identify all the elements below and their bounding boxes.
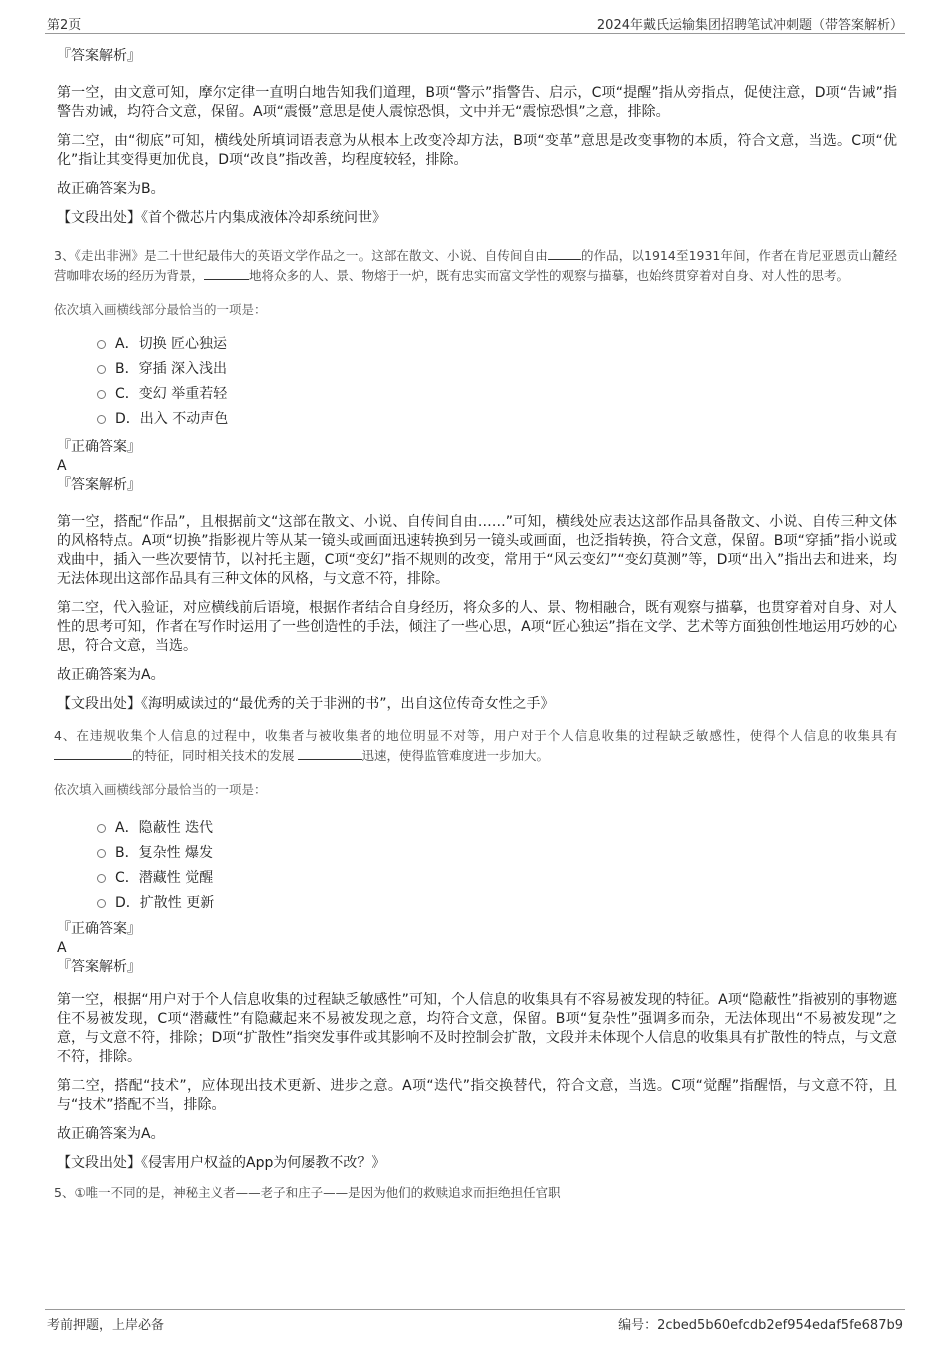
option-text: 潜藏性 觉醒 xyxy=(138,869,214,886)
question-stem: 5、①唯一不同的是，神秘主义者——老子和庄子——是因为他们的救赎追求而拒绝担任官职 xyxy=(54,1185,561,1200)
option-letter: B． xyxy=(115,360,139,377)
footer-divider xyxy=(45,1309,905,1310)
conclusion: 故正确答案为B。 xyxy=(57,181,165,197)
conclusion: 故正确答案为A。 xyxy=(57,667,165,683)
question-instruction: 依次填入画横线部分最恰当的一项是： xyxy=(54,302,267,317)
footer-slogan: 考前押题，上岸必备 xyxy=(47,1318,165,1333)
option-letter: C． xyxy=(115,869,139,886)
option-list xyxy=(57,330,897,430)
analysis-paragraph: 第一空，根据“用户对于个人信息收集的过程缺乏敏感性”可知，个人信息的收集具有不容易被发现的特征。A项“隐蔽性”指被别的事物遮住不易被发现，C项“潜藏性”有隐藏起来不易被发现之意，均符合文意，保留。B项“复杂性”强调多而杂，无法体现出“不易被发现”之意，与文意不符，排除；D项“扩散性”指突发事件或其影响不及时控制会扩散，文段并未体现个人信息的收集具有扩散性的特点，与文意不符，排除。 xyxy=(57,992,897,1065)
page-number: 第2页 xyxy=(47,18,82,33)
radio-icon[interactable] xyxy=(97,390,106,399)
correct-answer: A xyxy=(57,458,67,474)
question-text: 3、《走出非洲》是二十世纪最伟大的英语文学作品之一。这部在散文、小说、自传间自由 xyxy=(54,248,548,263)
correct-answer-label: 『正确答案』 xyxy=(57,921,141,937)
source-citation: 【文段出处】《海明威读过的“最优秀的关于非洲的书”，出自这位传奇女性之手》 xyxy=(57,696,555,712)
analysis-label: 『答案解析』 xyxy=(57,48,141,64)
document-title: 2024年戴氏运输集团招聘笔试冲刺题（带答案解析） xyxy=(596,18,903,33)
option-text: 扩散性 更新 xyxy=(139,894,215,911)
option-b[interactable] xyxy=(97,839,897,864)
question-stem xyxy=(54,246,897,286)
option-text: 切换 匠心独运 xyxy=(138,335,228,352)
option-text: 变幻 举重若轻 xyxy=(138,385,228,402)
radio-icon[interactable] xyxy=(97,824,106,833)
answer-blank xyxy=(54,747,132,760)
option-letter: A． xyxy=(115,819,139,836)
option-a[interactable] xyxy=(97,814,897,839)
source-citation: 【文段出处】《首个微芯片内集成液体冷却系统问世》 xyxy=(57,210,386,226)
option-text: 出入 不动声色 xyxy=(139,410,229,427)
radio-icon[interactable] xyxy=(97,874,106,883)
conclusion: 故正确答案为A。 xyxy=(57,1126,165,1142)
header-divider xyxy=(45,33,905,34)
radio-icon[interactable] xyxy=(97,365,106,374)
answer-blank xyxy=(548,247,581,260)
analysis-label: 『答案解析』 xyxy=(57,959,141,975)
option-letter: A． xyxy=(115,335,139,352)
correct-answer-label: 『正确答案』 xyxy=(57,439,141,455)
question-text: 迅速，使得监管难度进一步加大。 xyxy=(361,748,550,763)
option-list xyxy=(57,814,897,914)
document-id: 编号：2cbed5b60efcdb2ef954edaf5fe687b9 xyxy=(618,1318,903,1333)
analysis-paragraph: 第一空，搭配“作品”，且根据前文“这部在散文、小说、自传间自由……”可知，横线处应表达这部作品具备散文、小说、自传三种文体的风格特点。A项“切换”指影视片等从某一镜头或画面迅速转换到另一镜头或画面，也泛指转换，符合文意，保留。B项“穿插”指小说或戏曲中，插入一些次要情节，以衬托主题，C项“变幻”指不规则的改变，常用于“风云变幻”“变幻莫测”等，D项“出入”指出去和进来，均无法体现出这部作品具有三种文体的风格，与文意不符，排除。 xyxy=(57,514,897,587)
option-text: 隐蔽性 迭代 xyxy=(138,819,214,836)
option-a[interactable] xyxy=(97,330,897,355)
option-c[interactable] xyxy=(97,864,897,889)
answer-blank xyxy=(298,747,362,760)
option-d[interactable] xyxy=(97,889,897,914)
radio-icon[interactable] xyxy=(97,340,106,349)
document-body xyxy=(54,40,897,1203)
option-letter: B． xyxy=(115,844,139,861)
analysis-label: 『答案解析』 xyxy=(57,477,141,493)
radio-icon[interactable] xyxy=(97,899,106,908)
option-letter: D． xyxy=(115,894,140,911)
option-letter: D． xyxy=(115,410,140,427)
question-text: 地将众多的人、景、物熔于一炉，既有忠实而富文学性的观察与描摹，也始终贯穿着对自身、对人性的思考。 xyxy=(249,268,850,283)
question-instruction: 依次填入画横线部分最恰当的一项是： xyxy=(54,782,267,797)
option-text: 复杂性 爆发 xyxy=(138,844,214,861)
answer-blank xyxy=(204,267,249,280)
analysis-paragraph: 第二空，搭配“技术”，应体现出技术更新、进步之意。A项“迭代”指交换替代，符合文意，当选。C项“觉醒”指醒悟，与文意不符，且与“技术”搭配不当，排除。 xyxy=(57,1078,897,1113)
analysis-paragraph: 第二空，代入验证，对应横线前后语境，根据作者结合自身经历，将众多的人、景、物相融合，既有观察与描摹，也贯穿着对自身、对人性的思考可知，作者在写作时运用了一些创造性的手法，倾注了一些心思，A项“匠心独运”指在文学、艺术等方面独创性地运用巧妙的心思，符合文意，当选。 xyxy=(57,600,897,654)
option-c[interactable] xyxy=(97,380,897,405)
source-citation: 【文段出处】《侵害用户权益的App为何屡教不改？》 xyxy=(57,1155,386,1171)
option-d[interactable] xyxy=(97,405,897,430)
analysis-paragraph: 第二空，由“彻底”可知，横线处所填词语表意为从根本上改变冷却方法，B项“变革”意思是改变事物的本质，符合文意，当选。C项“优化”指让其变得更加优良，D项“改良”指改善，均程度较轻，排除。 xyxy=(57,133,897,168)
question-text: 的特征，同时相关技术的发展 xyxy=(132,748,295,763)
radio-icon[interactable] xyxy=(97,849,106,858)
option-b[interactable] xyxy=(97,355,897,380)
question-text: 4、在违规收集个人信息的过程中，收集者与被收集者的地位明显不对等，用户对于个人信息收集的过程缺乏敏感性，使得个人信息的收集具有 xyxy=(54,728,897,743)
analysis-paragraph: 第一空，由文意可知，摩尔定律一直明白地告知我们道理，B项“警示”指警告、启示，C项“提醒”指从旁指点，促使注意，D项“告诫”指警告劝诫，均符合文意，保留。A项“震慑”意思是使人震惊恐惧，文中并无“震惊恐惧”之意，排除。 xyxy=(57,85,897,120)
correct-answer: A xyxy=(57,940,67,956)
question-stem xyxy=(54,726,897,766)
radio-icon[interactable] xyxy=(97,415,106,424)
option-letter: C． xyxy=(115,385,139,402)
question-text: 的作品，以1914至1931年间，作者在肯尼亚恩贡山麓经营咖啡农场的经历为背景， xyxy=(54,248,897,283)
option-text: 穿插 深入浅出 xyxy=(138,360,228,377)
